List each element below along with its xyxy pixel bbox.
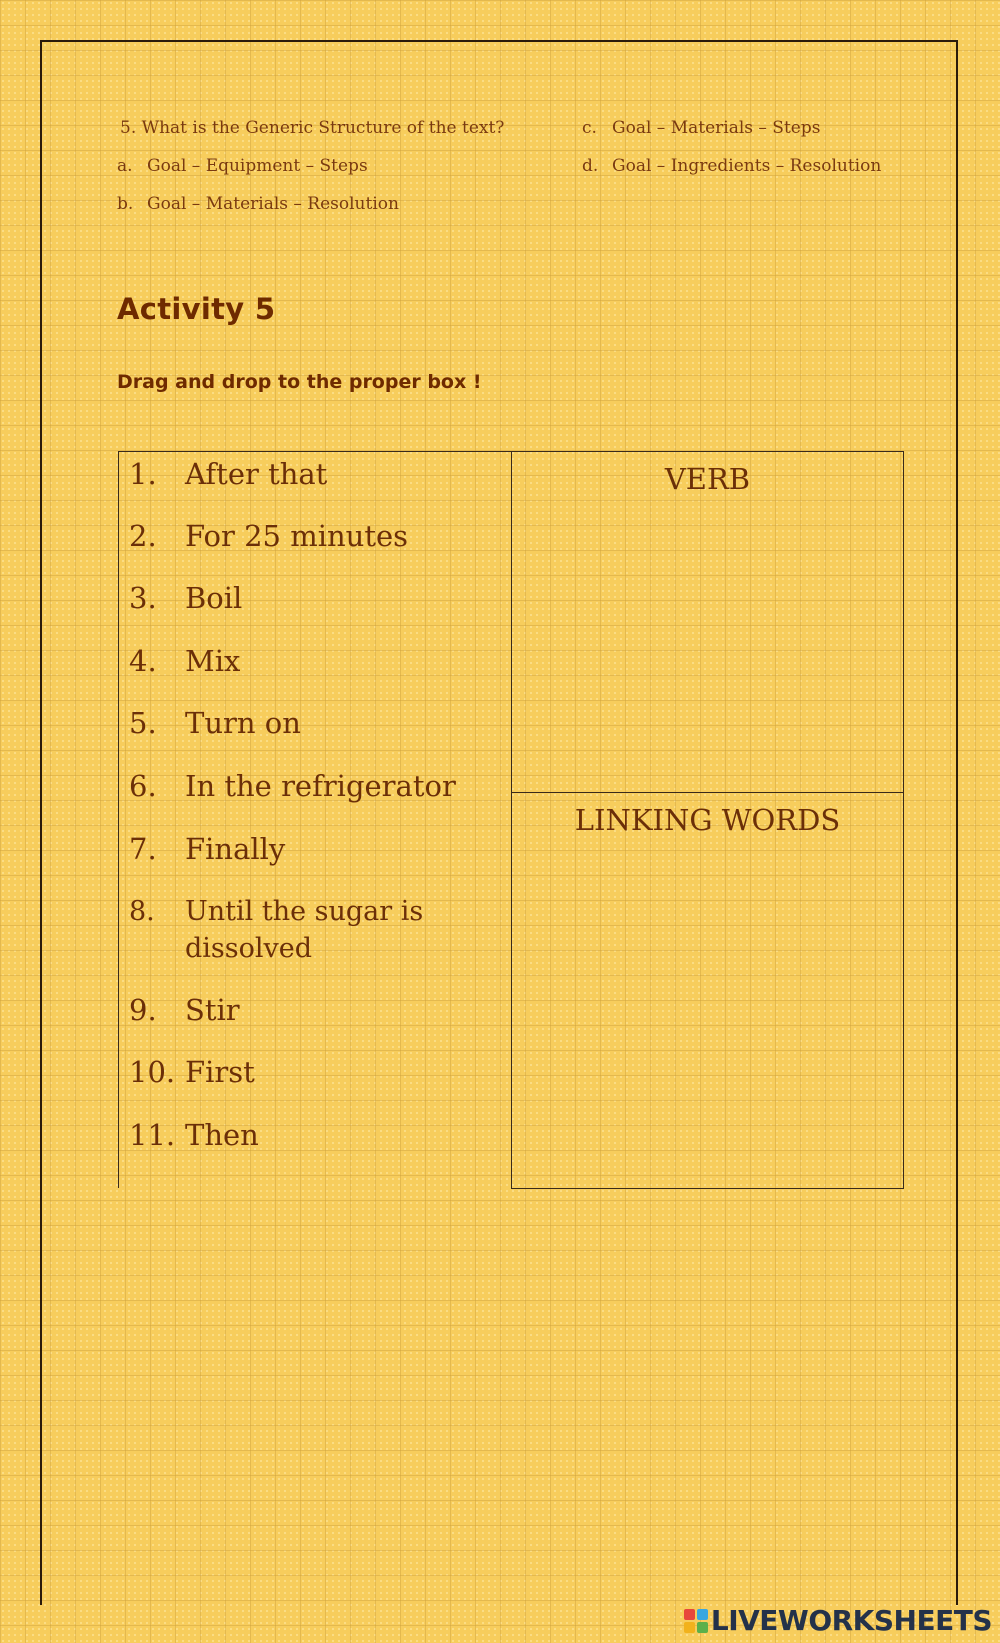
word-text: Finally: [185, 832, 286, 866]
logo-square: [697, 1622, 708, 1633]
word-text: Then: [185, 1118, 259, 1152]
draggable-word[interactable]: [129, 832, 285, 866]
logo-square: [684, 1622, 695, 1633]
option-letter: a.: [117, 156, 133, 176]
word-text-line: Until the sugar is: [185, 896, 424, 927]
draggable-word[interactable]: [129, 644, 240, 678]
word-number: 11.: [129, 1118, 176, 1152]
option-b: [117, 194, 399, 214]
word-number: 4.: [129, 644, 157, 678]
activity-title: Activity 5: [117, 292, 276, 326]
draggable-word[interactable]: [129, 519, 408, 553]
word-text: First: [185, 1055, 255, 1089]
word-text: Turn on: [185, 706, 301, 740]
word-text: For 25 minutes: [185, 519, 409, 553]
draggable-word[interactable]: [129, 1055, 255, 1089]
option-c: [582, 118, 820, 138]
draggable-word[interactable]: [129, 993, 240, 1027]
activity-instruction: Drag and drop to the proper box !: [117, 371, 482, 393]
draggable-word[interactable]: [129, 457, 327, 491]
verb-box-label: VERB: [664, 462, 751, 496]
option-d: [582, 156, 881, 176]
option-letter: d.: [582, 156, 599, 176]
word-text: Stir: [185, 993, 240, 1027]
option-a: [117, 156, 368, 176]
option-text: Goal – Equipment – Steps: [147, 156, 368, 176]
option-text: Goal – Ingredients – Resolution: [612, 156, 882, 176]
option-text: Goal – Materials – Resolution: [147, 194, 399, 214]
word-number: 1.: [129, 457, 157, 491]
draggable-word[interactable]: [129, 893, 423, 967]
word-text: After that: [185, 457, 328, 491]
linking-words-drop-box[interactable]: [511, 792, 904, 1189]
liveworksheets-logo-icon: [684, 1609, 708, 1633]
draggable-word[interactable]: [129, 581, 242, 615]
verb-drop-box[interactable]: [511, 451, 904, 793]
word-number: 8.: [129, 896, 155, 927]
option-letter: c.: [582, 118, 597, 138]
word-text: Boil: [185, 581, 243, 615]
word-number: 10.: [129, 1055, 176, 1089]
draggable-word[interactable]: [129, 769, 456, 803]
draggable-word[interactable]: [129, 1118, 259, 1152]
question-prompt: 5. What is the Generic Structure of the text?: [120, 118, 505, 138]
draggable-word[interactable]: [129, 706, 301, 740]
option-text: Goal – Materials – Steps: [612, 118, 821, 138]
liveworksheets-logo: [684, 1604, 992, 1637]
word-number: 5.: [129, 706, 157, 740]
word-number: 3.: [129, 581, 157, 615]
word-text: In the refrigerator: [185, 769, 456, 803]
word-text: Mix: [185, 644, 241, 678]
word-number: 7.: [129, 832, 157, 866]
logo-square: [684, 1609, 695, 1620]
word-number: 9.: [129, 993, 157, 1027]
word-number: 2.: [129, 519, 157, 553]
logo-square: [697, 1609, 708, 1620]
word-text: [185, 893, 423, 967]
word-list: [118, 451, 512, 1188]
word-text-line: dissolved: [185, 933, 313, 964]
brand-name: LIVEWORKSHEETS: [710, 1604, 992, 1637]
option-letter: b.: [117, 194, 134, 214]
word-number: 6.: [129, 769, 157, 803]
linking-box-label: LINKING WORDS: [574, 803, 841, 837]
